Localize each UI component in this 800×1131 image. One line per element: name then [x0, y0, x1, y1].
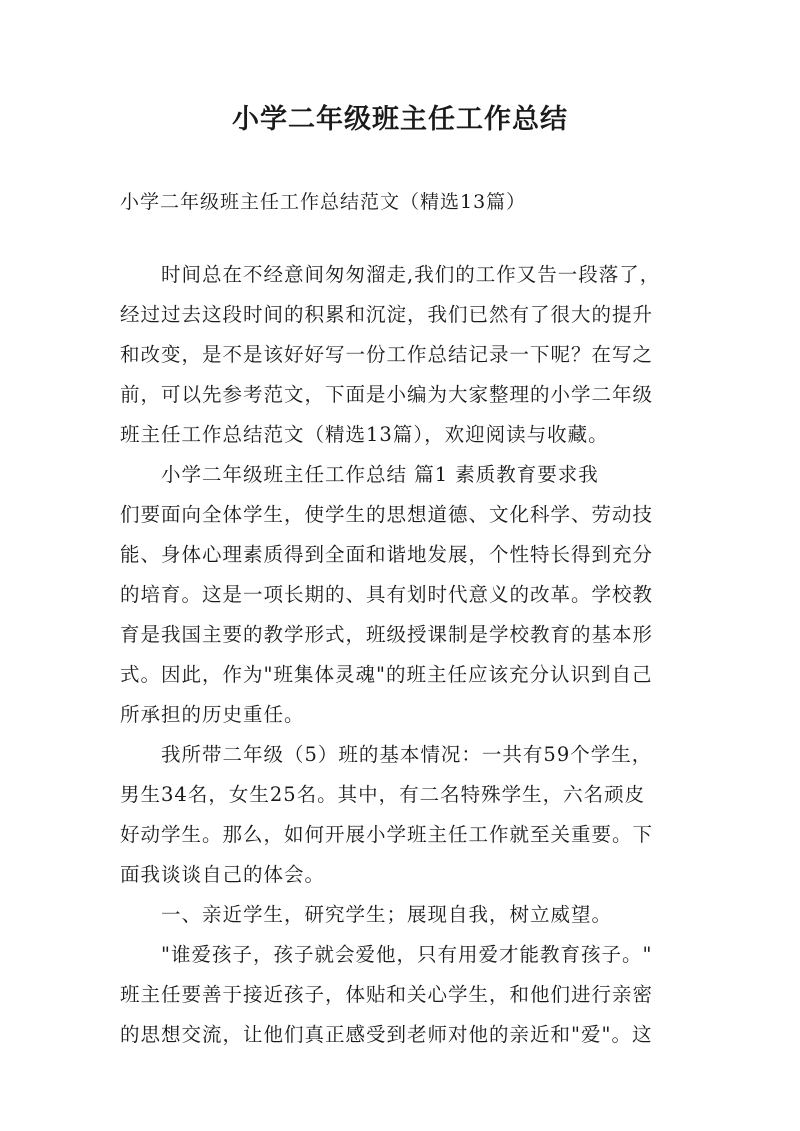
body-line: 育是我国主要的教学形式，班级授课制是学校教育的基本形: [120, 623, 654, 646]
body-line: 班主任要善于接近孩子，体贴和关心学生，和他们进行亲密: [120, 983, 654, 1006]
body-line: 好动学生。那么，如何开展小学班主任工作就至关重要。下: [120, 823, 654, 846]
body-line: 小学二年级班主任工作总结 篇1 素质教育要求我: [161, 463, 599, 486]
body-line: 的思想交流，让他们真正感受到老师对他的亲近和"爱"。这: [120, 1023, 653, 1046]
body-line: 和改变，是不是该好好写一份工作总结记录一下呢？在写之: [120, 343, 654, 366]
body-line: 式。因此，作为"班集体灵魂"的班主任应该充分认识到自己: [120, 663, 653, 686]
body-line: 一、亲近学生，研究学生；展现自我，树立威望。: [161, 903, 613, 926]
body-line: 我所带二年级（5）班的基本情况：一共有59个学生，: [161, 743, 653, 766]
body-line: 男生34名，女生25名。其中，有二名特殊学生，六名顽皮: [120, 783, 646, 806]
body-line: 前，可以先参考范文，下面是小编为大家整理的小学二年级: [120, 383, 654, 406]
body-line: 经过过去这段时间的积累和沉淀，我们已然有了很大的提升: [120, 303, 654, 326]
document-subtitle: 小学二年级班主任工作总结范文（精选13篇）: [120, 191, 527, 213]
body-line: 时间总在不经意间匆匆溜走,我们的工作又告一段落了，: [161, 263, 661, 286]
document-body: [120, 255, 680, 1055]
body-line: 面我谈谈自己的体会。: [120, 863, 326, 886]
body-line: 所承担的历史重任。: [120, 703, 305, 726]
document-title: 小学二年级班主任工作总结: [232, 104, 568, 135]
body-line: "谁爱孩子，孩子就会爱他，只有用爱才能教育孩子。": [161, 943, 653, 966]
body-line: 的培育。这是一项长期的、具有划时代意义的改革。学校教: [120, 583, 654, 606]
body-line: 班主任工作总结范文（精选13篇），欢迎阅读与收藏。: [120, 423, 609, 446]
body-line: 们要面向全体学生，使学生的思想道德、文化科学、劳动技: [120, 503, 654, 526]
body-line: 能、身体心理素质得到全面和谐地发展，个性特长得到充分: [120, 543, 654, 566]
